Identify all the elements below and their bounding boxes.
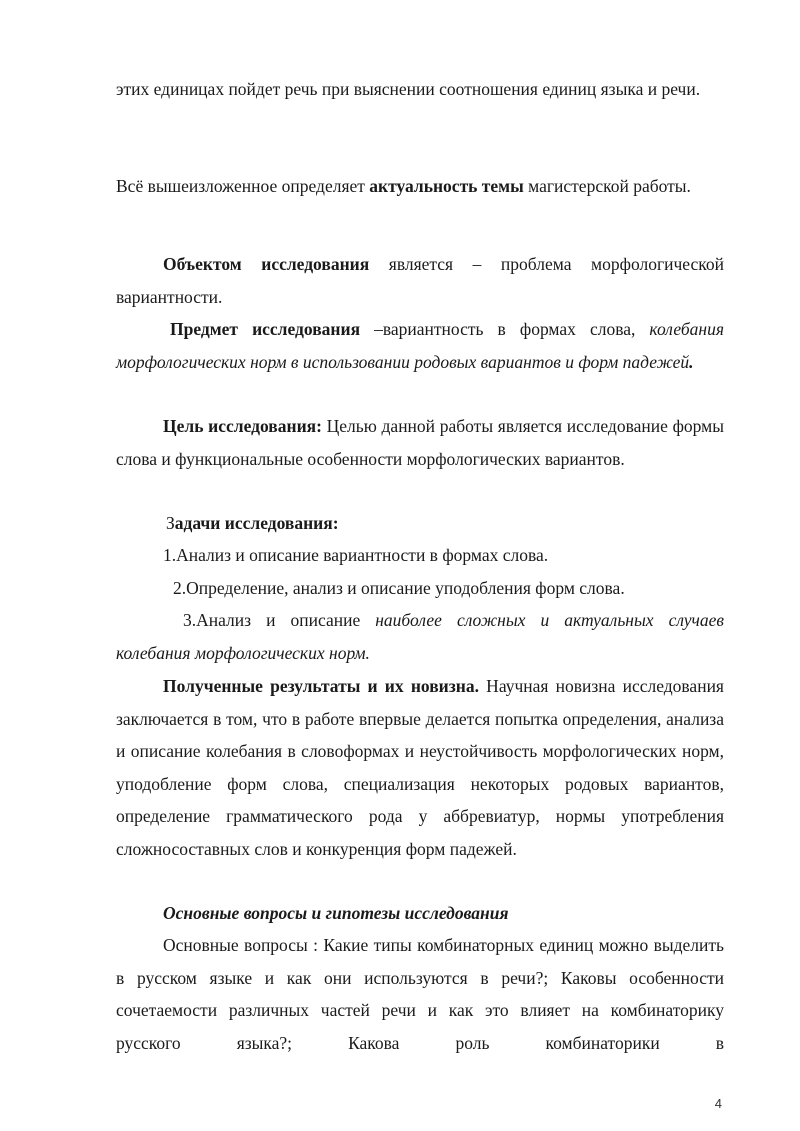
page-number: 4 bbox=[714, 1096, 722, 1111]
paragraph-text: Всё вышеизложенное определяет bbox=[116, 176, 370, 196]
term-relevance: актуальность темы bbox=[369, 176, 524, 196]
paragraph-text: этих единицах пойдет речь при выяснении соотношения единиц языка и речи. bbox=[116, 79, 701, 99]
paragraph-text: 2.Определение, анализ и описание уподобления форм слова. bbox=[173, 578, 625, 598]
paragraph-text: Целью данной работы является исследование формы слова и функциональные особенности морфологических вариантов. bbox=[116, 416, 724, 469]
paragraph-main-questions bbox=[116, 929, 724, 1059]
paragraph-research-subject bbox=[116, 313, 724, 378]
term-research-subject: Предмет исследования bbox=[170, 319, 361, 339]
paragraph-text: 3.Анализ и описание bbox=[183, 610, 376, 630]
list-item-task-1 bbox=[116, 539, 724, 572]
paragraph-text: Научная новизна исследования заключается в том, что в работе впервые делается попытка определения, анализа и описание колебания в словоформах и неустойчивость морфологических норм, уподобление форм слова, специализация некоторых родовых вариантов, определение грамматического рода у аббревиатур, нормы употребления сложносоставных слов и конкуренция форм падежей. bbox=[116, 676, 724, 859]
paragraph-research-goal bbox=[116, 410, 724, 475]
term-research-goal: Цель исследования: bbox=[163, 416, 322, 436]
italic-text: наиболее сложных и актуальных случаев колебания морфологических норм. bbox=[116, 610, 725, 663]
paragraph-intro-continuation bbox=[116, 73, 724, 106]
section-heading-questions bbox=[116, 897, 724, 930]
list-item-task-3 bbox=[116, 604, 724, 669]
italic-text: колебания морфологических норм в использовании родовых вариантов и форм падежей bbox=[116, 319, 724, 372]
term-research-object: Объектом исследования bbox=[163, 254, 370, 274]
italic-text: . bbox=[689, 351, 694, 372]
paragraph-research-object bbox=[116, 248, 724, 313]
term-tasks: адачи исследования: bbox=[174, 513, 339, 533]
term-results-novelty: Полученные результаты и их новизна. bbox=[163, 676, 479, 696]
heading-text: Основные вопросы и гипотезы исследования bbox=[163, 903, 509, 923]
list-item-task-2 bbox=[116, 572, 724, 605]
paragraph-tasks-heading bbox=[116, 507, 724, 540]
paragraph-text: –вариантность в формах слова, bbox=[360, 319, 650, 339]
paragraph-results-novelty bbox=[116, 670, 724, 865]
paragraph-text: З bbox=[166, 513, 175, 533]
paragraph-text: является – проблема морфологической вариантности. bbox=[116, 254, 725, 307]
paragraph-text: 1.Анализ и описание вариантности в формах слова. bbox=[163, 545, 549, 565]
paragraph-relevance bbox=[116, 170, 724, 203]
paragraph-text: Основные вопросы : Какие типы комбинаторных единиц можно выделить в русском языке и как они используются в речи?; Каковы особенности сочетаемости различных частей речи и как это влияет на комбинаторику русского языка?; Какова роль комбинаторики в bbox=[116, 935, 724, 1053]
paragraph-text: магистерской работы. bbox=[523, 176, 691, 196]
